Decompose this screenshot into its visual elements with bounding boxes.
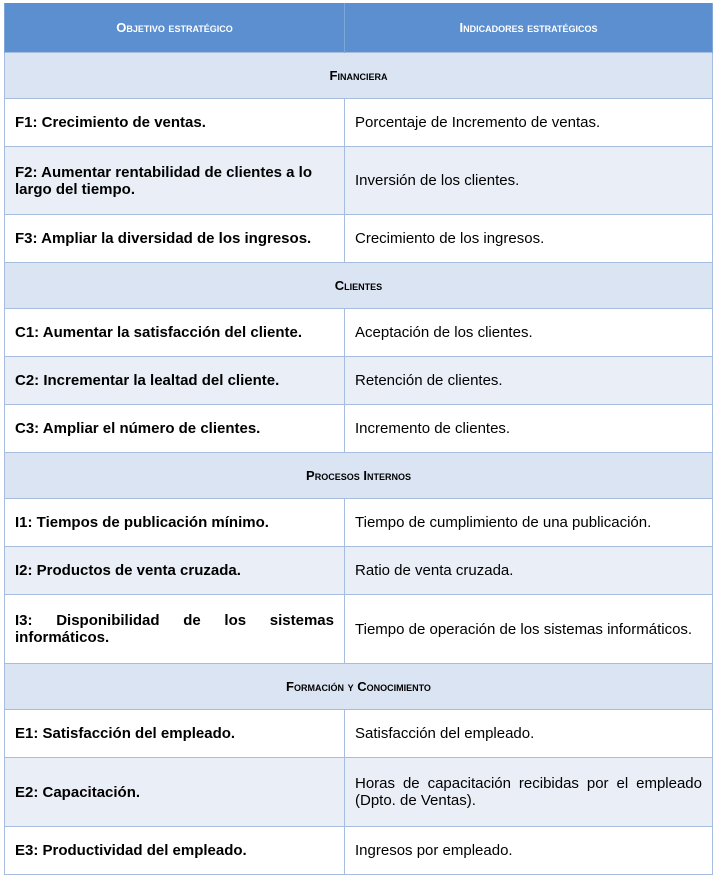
objective-cell: F2: Aumentar rentabilidad de clientes a lo largo del tiempo. — [5, 147, 345, 215]
indicator-cell: Tiempo de operación de los sistemas informáticos. — [345, 595, 713, 664]
table-row — [5, 547, 713, 595]
header-indicators: Indicadores estratégicos — [345, 3, 713, 53]
section-row-financiera — [5, 53, 713, 99]
table-row — [5, 499, 713, 547]
indicator-cell: Inversión de los clientes. — [345, 147, 713, 215]
indicator-cell: Aceptación de los clientes. — [345, 309, 713, 357]
table-row — [5, 309, 713, 357]
table-row — [5, 595, 713, 664]
table-row — [5, 215, 713, 263]
section-title: Procesos Internos — [5, 453, 713, 499]
objective-cell: E3: Productividad del empleado. — [5, 827, 345, 875]
section-title: Clientes — [5, 263, 713, 309]
indicator-cell: Crecimiento de los ingresos. — [345, 215, 713, 263]
objective-cell: C3: Ampliar el número de clientes. — [5, 405, 345, 453]
objective-cell: I3: Disponibilidad de los sistemas informáticos. — [5, 595, 345, 664]
objective-cell: I1: Tiempos de publicación mínimo. — [5, 499, 345, 547]
indicator-cell: Porcentaje de Incremento de ventas. — [345, 99, 713, 147]
header-objective: Objetivo estratégico — [5, 3, 345, 53]
indicator-cell: Tiempo de cumplimiento de una publicación. — [345, 499, 713, 547]
objective-cell: F3: Ampliar la diversidad de los ingresos. — [5, 215, 345, 263]
objective-cell: F1: Crecimiento de ventas. — [5, 99, 345, 147]
table-row — [5, 405, 713, 453]
table-row — [5, 147, 713, 215]
strategy-table — [4, 3, 713, 875]
section-title: Formación y Conocimiento — [5, 664, 713, 710]
objective-cell: C2: Incrementar la lealtad del cliente. — [5, 357, 345, 405]
indicator-cell: Ingresos por empleado. — [345, 827, 713, 875]
indicator-cell: Satisfacción del empleado. — [345, 710, 713, 758]
objective-cell: I2: Productos de venta cruzada. — [5, 547, 345, 595]
section-row-formacion-conocimiento — [5, 664, 713, 710]
section-row-clientes — [5, 263, 713, 309]
objective-cell: E1: Satisfacción del empleado. — [5, 710, 345, 758]
indicator-cell: Horas de capacitación recibidas por el empleado (Dpto. de Ventas). — [345, 758, 713, 827]
table-row — [5, 357, 713, 405]
table-row — [5, 99, 713, 147]
indicator-cell: Incremento de clientes. — [345, 405, 713, 453]
objective-cell: E2: Capacitación. — [5, 758, 345, 827]
objective-cell: C1: Aumentar la satisfacción del cliente. — [5, 309, 345, 357]
table-header-row — [5, 3, 713, 53]
table-row — [5, 758, 713, 827]
table-row — [5, 827, 713, 875]
table-row — [5, 710, 713, 758]
indicator-cell: Ratio de venta cruzada. — [345, 547, 713, 595]
indicator-cell: Retención de clientes. — [345, 357, 713, 405]
section-title: Financiera — [5, 53, 713, 99]
section-row-procesos-internos — [5, 453, 713, 499]
